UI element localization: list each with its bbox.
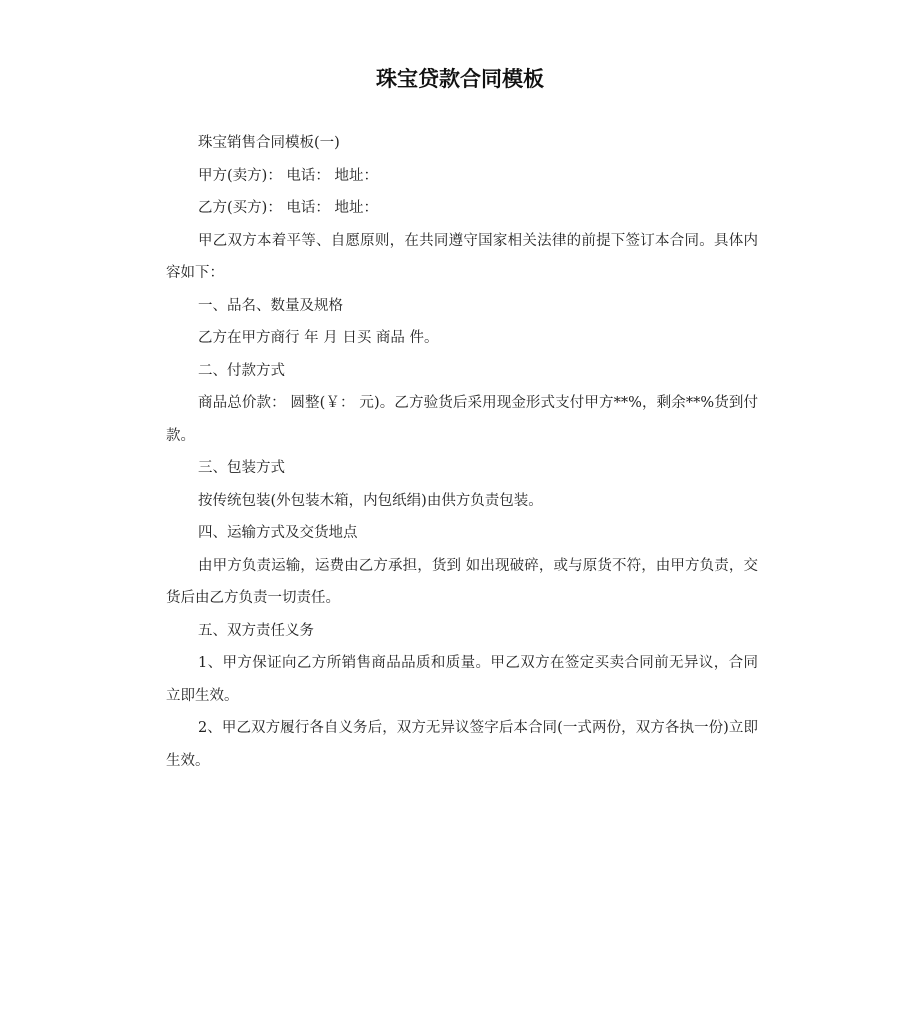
section-heading-5: 五、双方责任义务	[198, 622, 314, 639]
document-title: 珠宝贷款合同模板	[376, 67, 544, 91]
paragraph-party-a: 甲方(卖方)： 电话： 地址：	[198, 167, 379, 184]
paragraph-party-b: 乙方(买方)： 电话： 地址：	[198, 200, 379, 216]
paragraph-preamble: 甲乙双方本着平等、自愿原则，在共同遵守国家相关法律的前提下签订本合同。具体内容如下：	[166, 232, 758, 281]
section-heading-1: 一、品名、数量及规格	[198, 297, 343, 314]
paragraph-payment: 商品总价款： 圆整(￥： 元)。乙方验货后采用现金形式支付甲方**%，剩余**%货到付款。	[166, 395, 758, 444]
section-heading-3: 三、包装方式	[198, 460, 285, 476]
paragraph-packaging: 按传统包装(外包装木箱，内包纸绢)由供方负责包装。	[198, 492, 543, 509]
paragraph-product: 乙方在甲方商行 年 月 日买 商品 件。	[198, 330, 439, 346]
paragraph-subtitle: 珠宝销售合同模板(一)	[198, 135, 340, 151]
paragraph-transport: 由甲方负责运输，运费由乙方承担，货到 如出现破碎，或与原货不符，由甲方负责，交货后由乙方负责一切责任。	[166, 557, 758, 606]
paragraph-duty-1: 1、甲方保证向乙方所销售商品品质和质量。甲乙双方在签定买卖合同前无异议，合同立即生效。	[166, 655, 758, 704]
section-heading-4: 四、运输方式及交货地点	[198, 525, 358, 541]
document-body	[166, 127, 758, 777]
paragraph-duty-2: 2、甲乙双方履行各自义务后，双方无异议签字后本合同(一式两份，双方各执一份)立即生效。	[166, 720, 758, 769]
section-heading-2: 二、付款方式	[198, 362, 285, 379]
